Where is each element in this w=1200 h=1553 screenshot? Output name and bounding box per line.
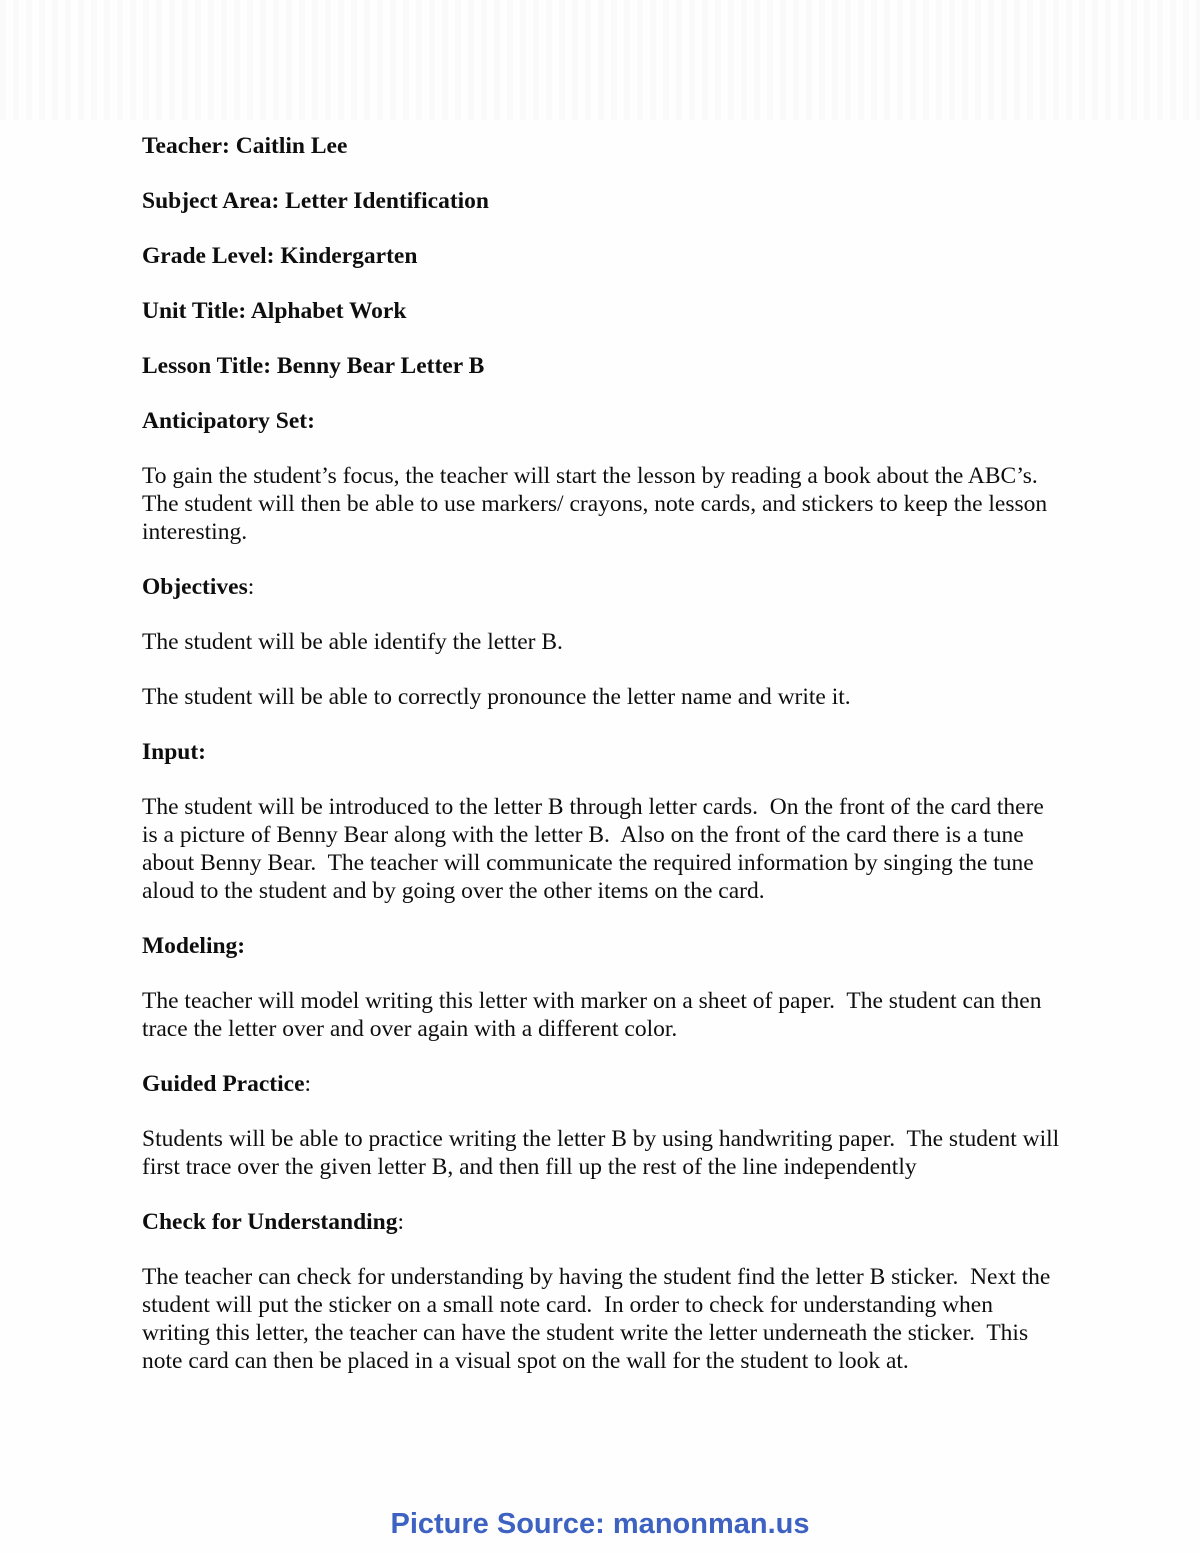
section-heading-colon: : (304, 1071, 312, 1097)
section-paragraph: The student will be able to correctly pronounce the letter name and write it. (142, 684, 851, 710)
section-check-for-understanding (142, 1208, 1062, 1375)
meta-line-grade-level: Grade Level: Kindergarten (142, 243, 418, 269)
section-heading (142, 573, 1062, 601)
scan-artifact-band (0, 0, 1200, 120)
meta-line-lesson-title: Lesson Title: Benny Bear Letter B (142, 353, 485, 379)
section-heading-text: Guided Practice (142, 1071, 305, 1097)
section-heading-text: Anticipatory Set: (142, 408, 315, 434)
section-heading-text: Modeling: (142, 933, 246, 959)
section-anticipatory-set (142, 407, 1062, 546)
lesson-meta-block (142, 132, 1062, 380)
section-paragraph: The teacher will model writing this letter with marker on a sheet of paper. The student can then trace the letter over and over again with a different color. (142, 988, 1048, 1042)
section-heading-colon: : (247, 574, 255, 600)
section-heading (142, 738, 1062, 766)
section-paragraph: To gain the student’s focus, the teacher will start the lesson by reading a book about the ABC’s. The student will then be able to use markers/ crayons, note cards, and stickers to keep the lesson interesting. (142, 463, 1054, 545)
section-objectives (142, 573, 1062, 711)
meta-line-teacher: Teacher: Caitlin Lee (142, 133, 348, 159)
meta-line-subject-area: Subject Area: Letter Identification (142, 188, 490, 214)
section-heading-colon: : (397, 1209, 405, 1235)
section-paragraph: The teacher can check for understanding by having the student find the letter B sticker. Next the student will put the sticker on a small note card. In order to check for understanding when writing this letter, the teacher can have the student write the letter underneath the sticker. This note card can then be placed in a visual spot on the wall for the student to look at. (142, 1264, 1057, 1374)
section-input (142, 738, 1062, 905)
section-heading (142, 407, 1062, 435)
section-modeling (142, 932, 1062, 1043)
section-paragraph: The student will be able identify the letter B. (142, 629, 563, 655)
section-guided-practice (142, 1070, 1066, 1181)
section-heading-text: Check for Understanding (142, 1209, 398, 1235)
section-paragraph: Students will be able to practice writing the letter B by using handwriting paper. The student will first trace over the given letter B, and then fill up the rest of the line independently (142, 1126, 1066, 1180)
picture-source-watermark: Picture Source: manonman.us (390, 1508, 810, 1540)
section-paragraph: The student will be introduced to the letter B through letter cards. On the front of the card there is a picture of Benny Bear along with the letter B. Also on the front of the card there is a tune about Benny Bear. The teacher will communicate the required information by singing the tune aloud to the student and by going over the other items on the card. (142, 794, 1050, 904)
section-heading-text: Objectives (142, 574, 248, 600)
document-content (142, 132, 1066, 1402)
section-heading (142, 1070, 1062, 1098)
meta-line-unit-title: Unit Title: Alphabet Work (142, 298, 407, 324)
section-heading-text: Input: (142, 739, 207, 765)
section-heading (142, 1208, 1062, 1236)
section-heading (142, 932, 1062, 960)
